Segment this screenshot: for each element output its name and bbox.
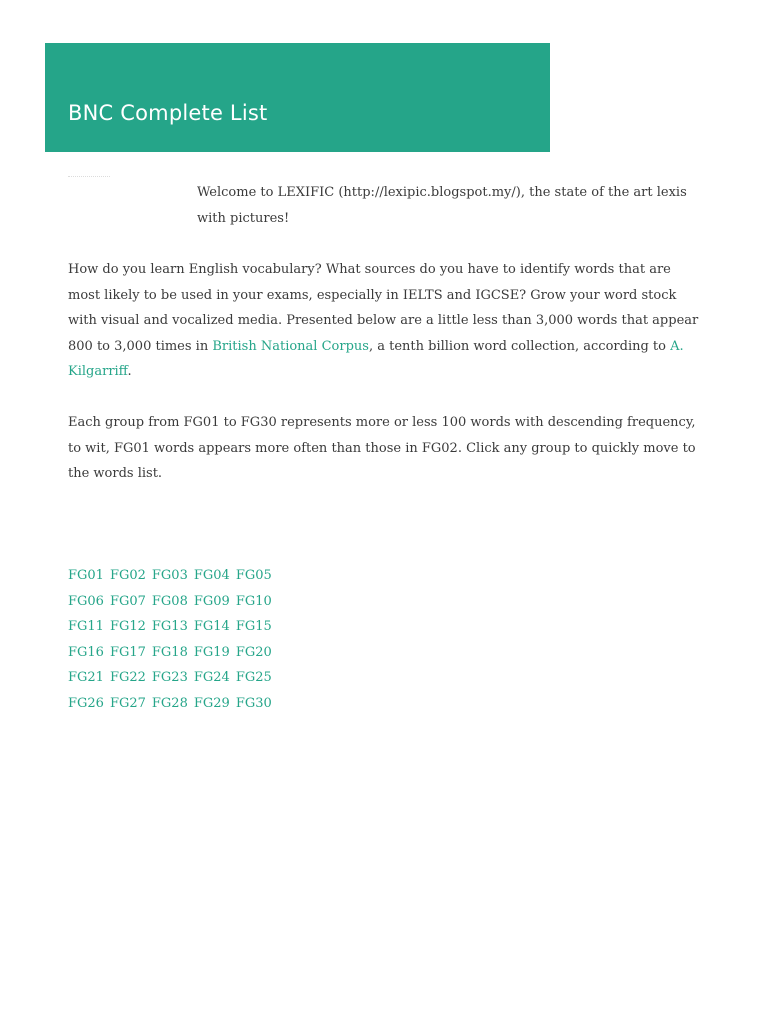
group-link-fg07[interactable]: FG07	[109, 593, 146, 609]
group-link-fg19[interactable]: FG19	[193, 644, 230, 660]
group-link-fg11[interactable]: FG11	[68, 619, 104, 634]
group-row	[68, 640, 278, 666]
group-link-fg12[interactable]: FG12	[109, 619, 146, 634]
group-link-fg09[interactable]: FG09	[193, 593, 230, 609]
welcome-text: Welcome to LEXIFIC (http://lexipic.blogspot.my/), the state of the art lexis with pictures!	[197, 185, 687, 226]
group-link-fg29[interactable]: FG29	[193, 695, 230, 711]
page-title: BNC Complete List	[68, 101, 268, 125]
group-link-fg18[interactable]: FG18	[151, 644, 188, 660]
header-banner	[45, 43, 550, 152]
group-link-fg24[interactable]: FG24	[193, 670, 230, 685]
group-link-fg15[interactable]: FG15	[235, 619, 272, 634]
group-link-fg20[interactable]: FG20	[235, 644, 272, 660]
group-row	[68, 691, 278, 717]
group-link-fg06[interactable]: FG06	[68, 593, 104, 609]
group-link-fg21[interactable]: FG21	[68, 670, 104, 685]
group-link-fg27[interactable]: FG27	[109, 695, 146, 711]
group-link-fg03[interactable]: FG03	[151, 568, 188, 583]
group-row	[68, 614, 278, 640]
intro-paragraph	[68, 257, 704, 385]
group-link-fg16[interactable]: FG16	[68, 644, 104, 660]
group-link-fg05[interactable]: FG05	[235, 568, 272, 583]
group-row	[68, 665, 278, 691]
intro-text-before: How do you learn English vocabulary? What sources do you have to identify words that are most likely to be used in your exams, especially in IELTS and IGCSE? Grow your word stock with visual and vocalized media. Presented below are a little less than 3,000 words that appear 800 to 3,000 times in	[68, 262, 699, 354]
group-link-fg26[interactable]: FG26	[68, 695, 104, 711]
intro-text-middle: , a tenth billion word collection, according to	[368, 338, 671, 354]
group-link-fg28[interactable]: FG28	[151, 695, 188, 711]
group-link-fg17[interactable]: FG17	[109, 644, 146, 660]
group-link-fg02[interactable]: FG02	[109, 568, 146, 583]
group-link-fg30[interactable]: FG30	[235, 695, 272, 711]
group-row	[68, 563, 278, 589]
groups-description: Each group from FG01 to FG30 represents more or less 100 words with descending frequency, to wit, FG01 words appears more often than those in FG02. Click any group to quickly move to the words list.	[68, 415, 696, 482]
kilgarriff-link[interactable]: A. Kilgarriff	[68, 338, 684, 380]
faint-divider	[68, 176, 110, 180]
group-link-fg08[interactable]: FG08	[151, 593, 188, 609]
group-link-fg10[interactable]: FG10	[235, 593, 272, 609]
group-row	[68, 589, 278, 615]
group-link-fg01[interactable]: FG01	[68, 568, 104, 583]
intro-text-after: .	[127, 364, 132, 380]
group-link-fg04[interactable]: FG04	[193, 568, 230, 583]
group-link-fg14[interactable]: FG14	[193, 619, 230, 634]
group-link-fg13[interactable]: FG13	[151, 619, 188, 634]
group-link-fg25[interactable]: FG25	[235, 670, 272, 685]
group-link-fg22[interactable]: FG22	[109, 670, 146, 685]
frequency-group-links	[68, 563, 278, 716]
group-link-fg23[interactable]: FG23	[151, 670, 188, 685]
british-national-corpus-link[interactable]: British National Corpus	[212, 338, 369, 354]
